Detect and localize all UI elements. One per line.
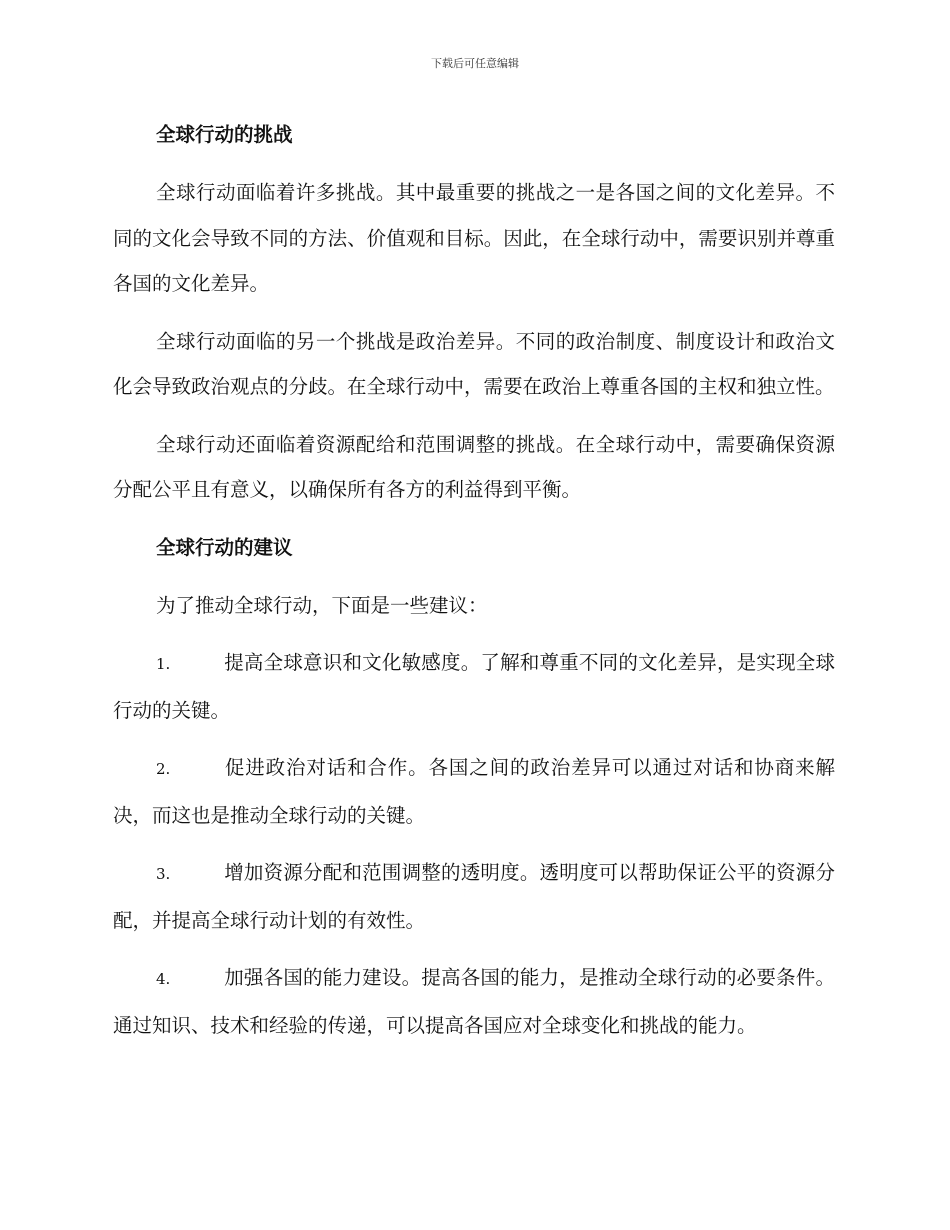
list-item-text: 加强各国的能力建设。提高各国的能力，是推动全球行动的必要条件。通过知识、技术和经验的传递，可以提高各国应对全球变化和挑战的能力。	[113, 966, 835, 1037]
list-item	[113, 640, 835, 733]
paragraph-cultural-differences: 全球行动面临着许多挑战。其中最重要的挑战之一是各国之间的文化差异。不同的文化会导致不同的方法、价值观和目标。因此，在全球行动中，需要识别并尊重各国的文化差异。	[113, 181, 835, 295]
list-item-number: 3.	[156, 865, 171, 883]
list-item-text: 增加资源分配和范围调整的透明度。透明度可以帮助保证公平的资源分配，并提高全球行动计划的有效性。	[113, 861, 835, 932]
section-title-suggestions: 全球行动的建议	[156, 535, 293, 559]
suggestions-intro: 为了推动全球行动，下面是一些建议：	[156, 593, 488, 617]
paragraph-resource-allocation: 全球行动还面临着资源配给和范围调整的挑战。在全球行动中，需要确保资源分配公平且有意义，以确保所有各方的利益得到平衡。	[113, 432, 835, 501]
list-item-text: 提高全球意识和文化敏感度。了解和尊重不同的文化差异，是实现全球行动的关键。	[113, 651, 835, 722]
list-item-number: 2.	[156, 760, 171, 778]
page-header-note: 下载后可任意编辑	[431, 57, 519, 70]
document-body	[113, 112, 835, 1060]
paragraph-political-differences: 全球行动面临的另一个挑战是政治差异。不同的政治制度、制度设计和政治文化会导致政治观点的分歧。在全球行动中，需要在政治上尊重各国的主权和独立性。	[113, 329, 835, 398]
list-item-text: 促进政治对话和合作。各国之间的政治差异可以通过对话和协商来解决，而这也是推动全球行动的关键。	[113, 756, 835, 827]
list-item	[113, 745, 835, 838]
list-item-number: 1.	[156, 655, 171, 673]
list-item	[113, 850, 835, 943]
list-item-number: 4.	[156, 970, 171, 988]
section-title-challenges: 全球行动的挑战	[156, 123, 293, 146]
list-item	[113, 955, 835, 1048]
